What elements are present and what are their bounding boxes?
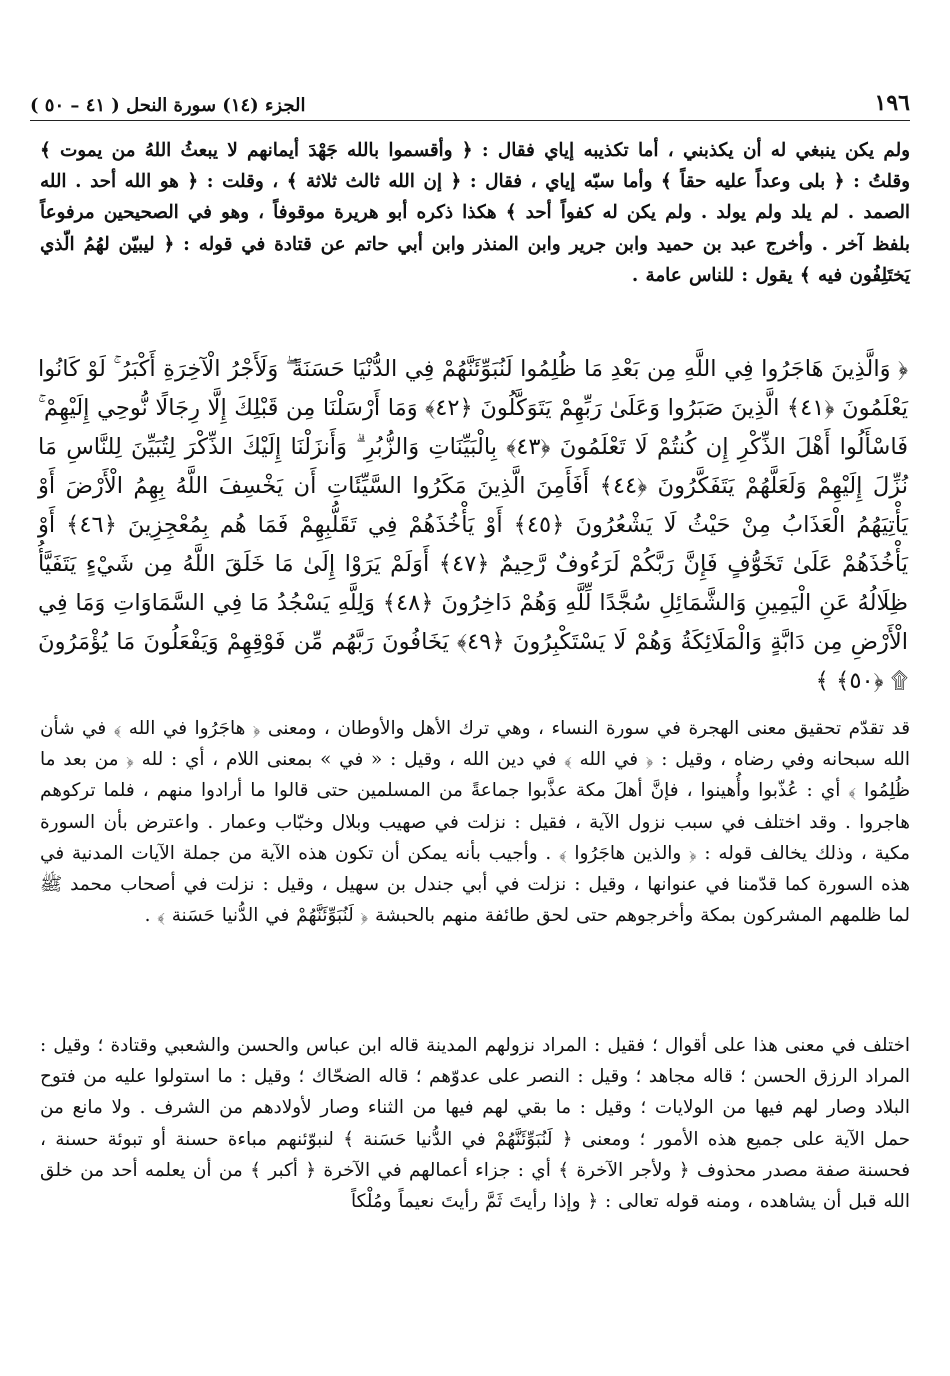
intro-paragraph: ولم يكن ينبغي له أن يكذبني ، أما تكذيبه إياي فقال : ﴿ وأقسموا بالله جَهْدَ أيمانهم لا يبعثُ اللهُ من يموت ﴾ وقلتُ : ﴿ بلى وعداً عليه حقاً ﴾ وأما سبّه إياي ، فقال : ﴿ إن الله ثالث ثلاثة ﴾ ، وقلت : ﴿ هو الله أحد . الله الصمد . لم يلد ولم يولد . ولم يكن له كفواً أحد ﴾ هكذا ذكره أبو هريرة موقوفاً ، وهو في الصحيحين مرفوعاً بلفظ آخر . وأخرج عبد بن حميد وابن جرير وابن المنذر وابن أبي حاتم عن قتادة في قوله : ﴿ ليبيّن لهُمُ الّذي يَختَلِفُون فيه ﴾ يقول : للناس عامة . <box>40 140 910 286</box>
running-title: الجزء (١٤) سورة النحل ( ٤١ – ٥٠ ) <box>30 95 306 116</box>
commentary-paragraph-1: قد تقدّم تحقيق معنى الهجرة في سورة النساء ، وهي ترك الأهل والأوطان ، ومعنى ﴿ هاجَرُوا في الله ﴾ في شأن الله سبحانه وفي رضاه ، وقيل : ﴿ في الله ﴾ في دين الله ، وقيل : « في » بمعنى اللام ، أي : لله ﴿ من بعد ما ظُلِمُوا ﴾ أي : عُذّبوا وأُهينوا ، فإنَّ أهلَ مكة عذَّبوا جماعةً من المسلمين حتى قالوا ما أرادوا منهم ، فلما تركوهم هاجروا . وقد اختلف في سبب نزول الآية ، فقيل : نزلت في صهيب وبلال وخبّاب وعمار . واعترض بأن السورة مكية ، وذلك يخالف قوله : ﴿ والذين هاجَرُوا ﴾ . وأجيب بأنه يمكن أن تكون هذه الآية من جملة الآيات المدنية في هذه السورة كما قدّمنا في عنوانها ، وقيل : نزلت في أبي جندل بن سهيل ، وقيل : نزلت في أصحاب محمد ﷺ لما ظلمهم المشركون بمكة وأخرجوهم حتى لحق طائفة منهم بالحبشة ﴿ لَنُبَوِّئَنَّهُمْ في الدُّنيا حَسَنة ﴾ . <box>40 718 910 927</box>
commentary-paragraph-2: اختلف في معنى هذا على أقوال ؛ فقيل : المراد نزولهم المدينة قاله ابن عباس والحسن والشعبي وقتادة ؛ وقيل : المراد الرزق الحسن ؛ قاله مجاهد ؛ وقيل : النصر على عدوّهم ؛ قاله الضحّاك ؛ وقيل : ما استولوا عليه من فتوح البلاد وصار لهم فيها من الولايات ؛ وقيل : ما بقي لهم فيها من الثناء وصار لأولادهم من الشرف . ولا مانع من حمل الآية على جميع هذه الأمور ؛ ومعنى ﴿ لَنُبَوِّئَنَّهُمْ في الدُّنيا حَسَنة ﴾ لنبوّئنهم مباءة حسنة أو تبوئة حسنة ، فحسنة صفة مصدر محذوف ﴿ ولأجر الآخرة ﴾ أي : جزاء أعمالهم في الآخرة ﴿ أكبر ﴾ من أن يعلمه أحد من خلق الله قبل أن يشاهده ، ومنه قوله تعالى : ﴿ وإذا رأيتَ ثَمَّ رأيتَ نعيماً ومُلْكاً <box>40 1035 911 1213</box>
running-header <box>30 85 910 121</box>
quran-verses-41-50: ﴿ وَالَّذِينَ هَاجَرُوا فِي اللَّهِ مِن بَعْدِ مَا ظُلِمُوا لَنُبَوِّئَنَّهُمْ فِي الدُّنْيَا حَسَنَةً ۖ وَلَأَجْرُ الْآخِرَةِ أَكْبَرُ ۚ لَوْ كَانُوا يَعْلَمُونَ ﴿٤١﴾ الَّذِينَ صَبَرُوا وَعَلَىٰ رَبِّهِمْ يَتَوَكَّلُونَ ﴿٤٢﴾ وَمَا أَرْسَلْنَا مِن قَبْلِكَ إِلَّا رِجَالًا نُّوحِي إِلَيْهِمْ ۚ فَاسْأَلُوا أَهْلَ الذِّكْرِ إِن كُنتُمْ لَا تَعْلَمُونَ ﴿٤٣﴾ بِالْبَيِّنَاتِ وَالزُّبُرِ ۗ وَأَنزَلْنَا إِلَيْكَ الذِّكْرَ لِتُبَيِّنَ لِلنَّاسِ مَا نُزِّلَ إِلَيْهِمْ وَلَعَلَّهُمْ يَتَفَكَّرُونَ ﴿٤٤﴾ أَفَأَمِنَ الَّذِينَ مَكَرُوا السَّيِّئَاتِ أَن يَخْسِفَ اللَّهُ بِهِمُ الْأَرْضَ أَوْ يَأْتِيَهُمُ الْعَذَابُ مِنْ حَيْثُ لَا يَشْعُرُونَ ﴿٤٥﴾ أَوْ يَأْخُذَهُمْ فِي تَقَلُّبِهِمْ فَمَا هُم بِمُعْجِزِينَ ﴿٤٦﴾ أَوْ يَأْخُذَهُمْ عَلَىٰ تَخَوُّفٍ فَإِنَّ رَبَّكُمْ لَرَءُوفٌ رَّحِيمٌ ﴿٤٧﴾ أَوَلَمْ يَرَوْا إِلَىٰ مَا خَلَقَ اللَّهُ مِن شَيْءٍ يَتَفَيَّأُ ظِلَالُهُ عَنِ الْيَمِينِ وَالشَّمَائِلِ سُجَّدًا لِّلَّهِ وَهُمْ دَاخِرُونَ ﴿٤٨﴾ وَلِلَّهِ يَسْجُدُ مَا فِي السَّمَاوَاتِ وَمَا فِي الْأَرْضِ مِن دَابَّةٍ وَالْمَلَائِكَةُ وَهُمْ لَا يَسْتَكْبِرُونَ ﴿٤٩﴾ يَخَافُونَ رَبَّهُم مِّن فَوْقِهِمْ وَيَفْعَلُونَ مَا يُؤْمَرُونَ ۩ ﴿٥٠﴾ ﴾ <box>38 356 909 694</box>
page-number: ١٩٦ <box>874 90 910 116</box>
